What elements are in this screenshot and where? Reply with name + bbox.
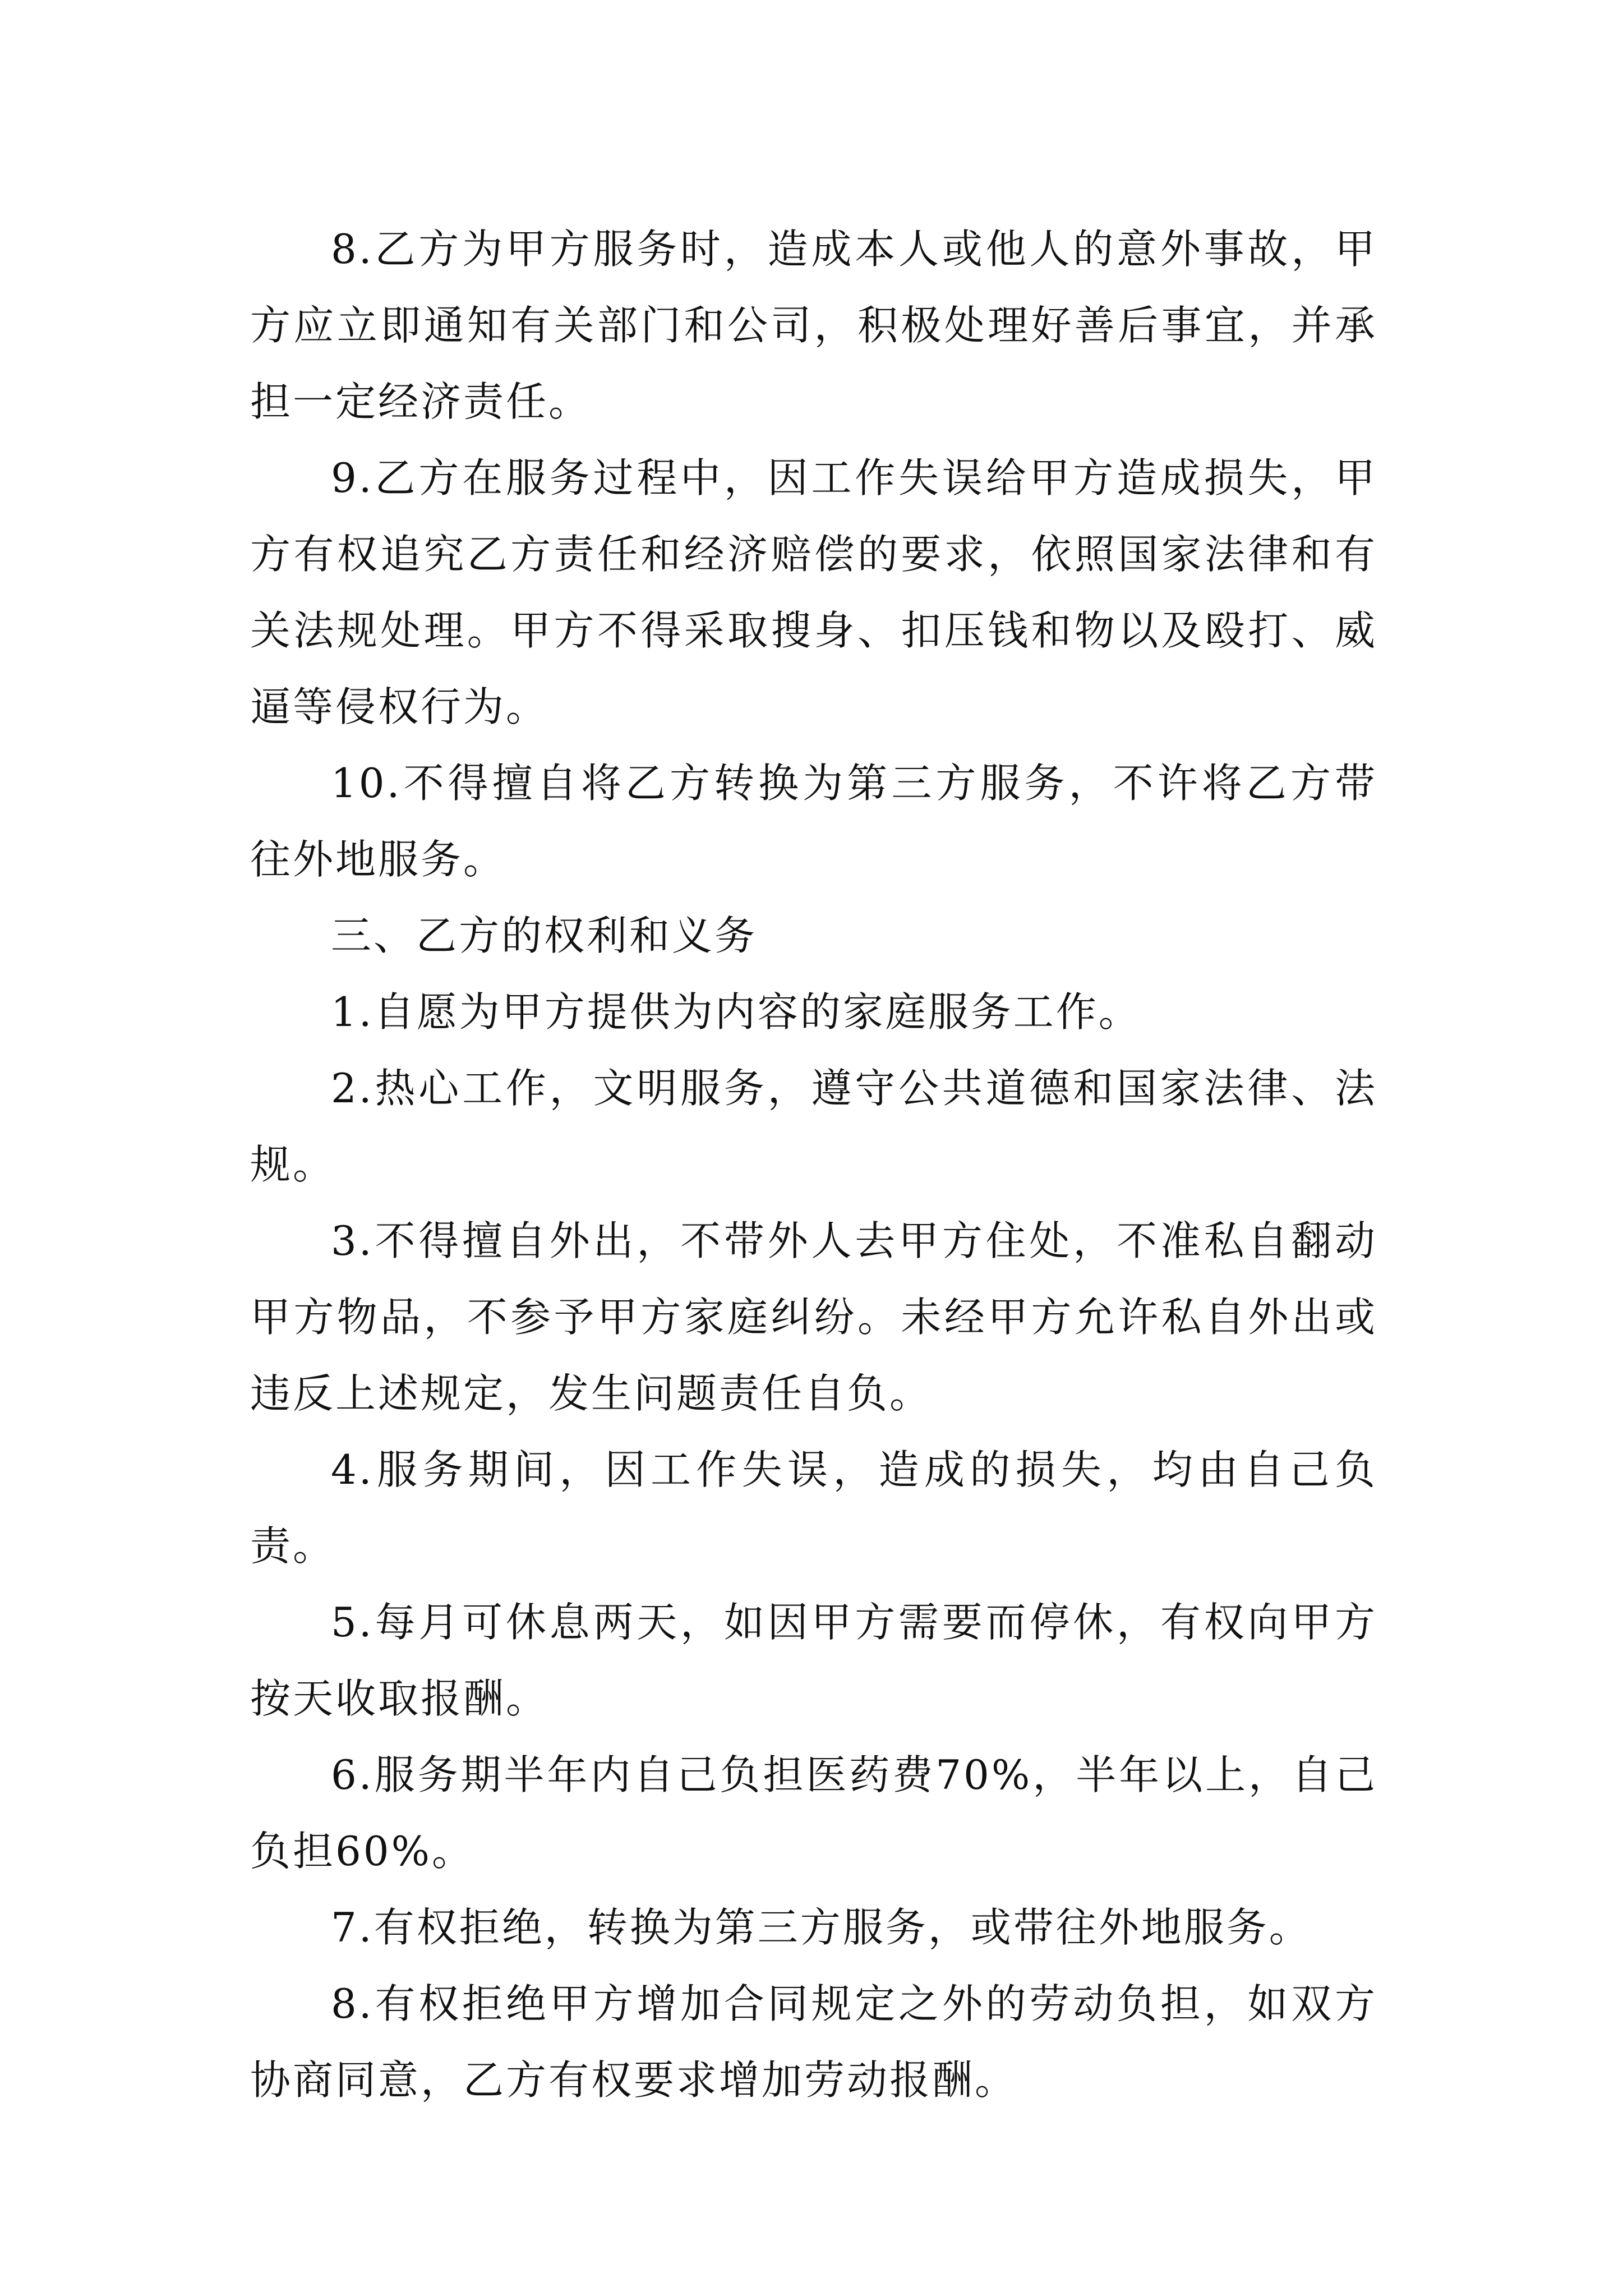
document-body: [250, 211, 1377, 2118]
paragraph-clause-b2: 2.热心工作，文明服务，遵守公共道德和国家法律、法规。: [250, 1065, 1377, 1188]
section-heading-party-b-rights: 三、乙方的权利和义务: [331, 912, 758, 959]
paragraph-clause-b5: 5.每月可休息两天，如因甲方需要而停休，有权向甲方按天收取报酬。: [250, 1599, 1377, 1722]
paragraph-clause-a8: 8.乙方为甲方服务时，造成本人或他人的意外事故，甲方应立即通知有关部门和公司，积极处理好善后事宜，并承担一定经济责任。: [250, 226, 1377, 425]
paragraph-clause-b8: 8.有权拒绝甲方增加合同规定之外的劳动负担，如双方协商同意，乙方有权要求增加劳动报酬。: [250, 1980, 1377, 2104]
paragraph-clause-b1: 1.自愿为甲方提供为内容的家庭服务工作。: [331, 988, 1141, 1036]
paragraph-clause-b3: 3.不得擅自外出，不带外人去甲方住处，不准私自翻动甲方物品，不参予甲方家庭纠纷。未经甲方允许私自外出或违反上述规定，发生问题责任自负。: [250, 1217, 1377, 1417]
paragraph-clause-a10: 10.不得擅自将乙方转换为第三方服务，不许将乙方带往外地服务。: [250, 760, 1377, 883]
paragraph-clause-b4: 4.服务期间，因工作失误，造成的损失，均由自己负责。: [250, 1446, 1377, 1570]
paragraph-clause-b6: 6.服务期半年内自己负担医药费70%，半年以上，自己负担60%。: [250, 1751, 1377, 1875]
paragraph-clause-b7: 7.有权拒绝，转换为第三方服务，或带往外地服务。: [331, 1904, 1312, 1951]
paragraph-clause-a9: 9.乙方在服务过程中，因工作失误给甲方造成损失，甲方有权追究乙方责任和经济赔偿的要求，依照国家法律和有关法规处理。甲方不得采取搜身、扣压钱和物以及殴打、威逼等侵权行为。: [250, 454, 1377, 730]
